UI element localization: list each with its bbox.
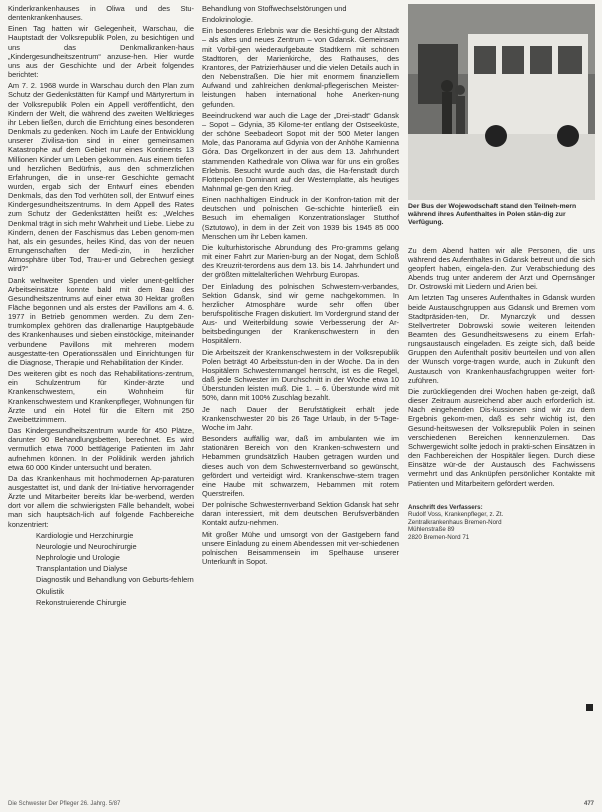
paragraph: Kinderkrankenhauses in Oliwa und des Stu-dentenkrankenhauses.	[8, 4, 194, 23]
paragraph: Am 7. 2. 1968 wurde in Warschau durch den Plan zum Schutz der Gedenkstätten für Kampf und Märtyrertum in der Volksrepublik Polen ein Appell veröffentlicht, den Kindern der Welt, die während des zweiten Weltkrieges ihr Leben ließen, durch die Errichtung eines besonderen Denkmals zu gedenken. Noch im Laufe der Entwicklung unserer Zivilisa-tion sind in einer gemeinsamen Katastrophe auf dem Gebiet nur eines Kontinents 13 Millionen Kinder um Leben gekommen. Aus einem tiefen und herzlichen Bedürfnis, aus den schmerzlichen Erfahrungen, die in unse-rer Geschichte gemacht wurden, ergab sich der Entwurf eines ebenden Denkmals, das den Tod verhüten soll, der Entwurf eines Kindergesundheitszentrums. In dem Appell des Rates zum Schutz der Gedenkstätten heißt es: „Welches Denkmal trägt in sich mehr Wahrheit und Liebe. Liebe zu Kindern, denen der Faschismus das Leben genom-men hat, als ein gesundes, heiles Kind, das von der neuen Errungenschaften der Medi-zin, in herzlicher Atmosphäre über Tod, Trau-er und Gebrechen gesiegt wird?“	[8, 81, 194, 274]
paragraph: Des weiteren gibt es noch das Rehabilitations-zentrum, ein Schulzentrum für Kinder-ärzte und Krankenschwestern, ein Wohnheim für Krankenschwestern und Krankenpfleger, Wohnungen für Ärzte und ein Hotel für die Eltern mit 250 Zweibettzimmern.	[8, 369, 194, 424]
bus-photo-image	[408, 4, 595, 200]
list-item: Transplantation und Dialyse	[36, 564, 128, 574]
paragraph: Das Kindergesundheitszentrum wurde für 450 Plätze, darunter 90 Behandlungsbetten, berechnet. Es wird vermutlich etwa 7000 bettlägerige Patienten im Jahr aufnehmen können. In der Poliklinik werden jährlich etwa 60 000 Kinder untersucht und beraten.	[8, 426, 194, 472]
paragraph: Ein besonderes Erlebnis war die Besichti-gung der Altstadt – als altes und neues Zentrum – von Gdansk. Gemeinsam mit Vorbil-gen wiederaufgebaute Stadtkern mit schönen Stadttoren, der Marienkirche, des Rathauses, des Krantores, der Patrizierhäuser und die vielen Details auch in den Nebenstraßen. Die hier mit enormem finanziellem Aufwand und zahlreichen denkmal-pflegerischen Meister-leistungen haben international hohe Anerken-nung gefunden.	[202, 26, 399, 109]
bus-photo	[408, 4, 595, 200]
paragraph: Der polnische Schwesternverband Sektion Gdansk hat sehr daran interessiert, mit dem deutschen Berufsverbänden Kontakt aufzu-nehmen.	[202, 500, 399, 528]
paragraph: Am letzten Tag unseres Aufenthaltes in Gdansk wurden beide Austauschgruppen aus Gdansk und Bremen vom Stadtpräsiden-ten, Dr. Mynarczyk und dessen Stellvertreter Dobrowski sowie weiteren leitenden Beamten des Gesundheitswesens zu einem Erfah-rungsaustausch eingeladen. Es zeigte sich, daß beide Gruppen den Aufenthalt positiv beurteilen und von allen der Wunsch vorge-tragen wurde, auch in Zukunft den Austausch von Krankenhausfachgruppen weiter fort-zuführen.	[408, 293, 595, 385]
column-3-text	[408, 246, 595, 488]
paragraph: Da das Krankenhaus mit hochmodernen Ap-paraturen ausgestattet ist, und dank der Ini-tiative hervorragender Ärzte und Mitarbeiter bereits klar be-werbend, werden dort vor allem die schwierigsten Fälle behandelt, wobei man sich hauptsäch-lich auf folgende Fachbereiche konzentriert:	[8, 473, 194, 529]
author-line: Mühlenstraße 89	[408, 526, 455, 534]
paragraph: Endokrinologie.	[202, 15, 253, 25]
paragraph: Besonders auffällig war, daß im ambulanten wie im stationären Bereich von den Kranken-schwestern und Hebammen grundsätzlich Hauben getragen wurden und dieses auch von dem Schwesternverband so gewünscht, gefördert und verteidigt wird. Krankenschwe-stern tragen eine Haube mit schwarzem, Hebammen mit rotem Querstreifen.	[202, 434, 399, 498]
list-item: Neurologie und Neurochirurgie	[36, 541, 137, 551]
specialties-list	[8, 531, 194, 607]
author-lines	[408, 511, 595, 541]
paragraph: Der Einladung des polnischen Schwestern-verbandes, Sektion Gdansk, sind wir gerne nachgekommen. In herzlicher Atmosphäre wurde sehr offen über berufspolitische Fragen diskutiert. Im Vordergrund stand der Aus- und Weiterbildung sowie Verbesserung der Ar-beitsbedingungen der Krankenschwestern in den Hospitälern.	[202, 281, 399, 346]
paragraph: Einen Tag hatten wir Gelegenheit, Warschau, die Hauptstadt der Volksrepublik Polen, zu besichtigen und uns das Denkmalkranken-haus „Kindergesundheitszentrum“ anzuse-hen. Hier wurde uns aus der Geschichte und der Arbeit folgendes berichtet:	[8, 24, 194, 80]
photo-caption: Der Bus der Wojewodschaft stand den Teilneh-mern während ihres Aufenthaltes in Polen stän-dig zur Verfügung.	[408, 203, 577, 227]
list-item: Kardiologie und Herzchirurgie	[36, 530, 134, 540]
paragraph: Die zurückliegenden drei Wochen haben ge-zeigt, daß dieser Zeitraum ausreichend aber auch erforderlich ist. Nach eingehenden Dis-kussionen sind wir zu dem Ergebnis gekom-men, daß es sehr wichtig ist, den Gesund-heitswesen der Volksrepublik Polen in seinen verschiedenen Bereichen kennenzulernen. Das Schwergewicht sollte jedoch in prakti-schen Einsätzen in den Fachbereichen der Hospitäler liegen. Durch diese Einsätze wür-de der Austausch des Fachwissens vermehrt und das Anknüpfen persönlicher Kontakte mit Patienten und Mitarbeitern gefördert werden.	[408, 386, 595, 488]
author-address	[408, 504, 595, 542]
author-line: Zentralkrankenhaus Bremen-Nord	[408, 518, 502, 526]
column-1	[8, 4, 194, 794]
paragraph: Behandlung von Stoffwechselstörungen und	[202, 4, 347, 13]
paragraph: Die kulturhistorische Abrundung des Pro-gramms gelang mit einer Fahrt zur Marien-burg an der Nogat, dem Schloß des Kreuzrit-terordens aus dem 13. bis 14. Jahrhundert und der größten mittelalterlichen Wehrburg Europas.	[202, 242, 399, 280]
paragraph: Die Arbeitszeit der Krankenschwestern in der Volksrepublik Polen beträgt 40 Arbeitsstun-den in der Woche. Da in den Hospitälern Schwesternmangel herrscht, ist es die Regel, daß jede Schwester im Durchschnitt in der Woche etwa 10 Überstunden leisten muß. Die 1. – 6. Überstunde wird mit 50%, dann mit 100% Zuschlag bezahlt.	[202, 347, 399, 403]
author-line: 2820 Bremen-Nord 71	[408, 534, 470, 542]
column-2	[202, 4, 399, 794]
paragraph: Beeindruckend war auch die Lage der „Drei-stadt“ Gdansk – Sopot – Gdynia, 35 Kilome-ter entlang der Ostseeküste, der schöne Seebadeort Sopot mit der 500 Meter langen Mole, das Panorama auf Gdynia von der Anhöhe Kamienna Góra. Das Orgelkonzert in der aus dem 13. Jahrhundert stammenden Kathedrale von Oliwa war für uns ein großes Erlebnis. Besucht wurde auch das, die Ha-fenstadt durch Flottenpolen Dominant auf der Westernplatte, als heutiges Mahnmal ge-gen den Krieg.	[202, 110, 399, 193]
list-item: Diagnostik und Behandlung von Geburts-fehlern	[36, 575, 194, 585]
list-item: Nephrologie und Urologie	[36, 553, 120, 563]
end-of-article-mark	[586, 704, 593, 711]
paragraph: Je nach Dauer der Berufstätigkeit erhält jede Krankenschwester 20 bis 26 Tage Urlaub, in der 5-Tage-Woche im Jahr.	[202, 404, 399, 432]
list-item: Okulistik	[36, 586, 64, 596]
paragraph: Einen nachhaltigen Eindruck in der Konfron-tation mit der deutschen und polnischen Ge-schichte hinterließ ein Besuch im ehemaligen Konzentrationslager Stutthof (Sztutowo), in dem in der Zeit von 1939 bis 1945 85 000 Menschen um ihr Leben kamen.	[202, 195, 399, 241]
paragraph: Dank weltweiter Spenden und vieler unent-geltlicher Arbeitseinsätze konnte bald mit dem Bau des Gesundheitszentrums auf einer etwa 30 Hektar großen Fläche begonnen und als erstes der Pavillons am 4. 6. 1977 in Betrieb genommen werden. Zu dem Zen-trumkomplex gehören das drallenartige Hauptgebäude des Krankenhauses und sieben einstöckige, miteinander verbundene Pavillons mit mehreren modern ausgestatte-ten Operationssälen und Einrichtungen für die Diagnose, Therapie und Rehabilitation der Kinder.	[8, 275, 194, 367]
paragraph: Zu dem Abend hatten wir alle Personen, die uns während des Aufenthaltes in Gdansk betreut und die sich geopfert haben, eingela-den. Zur Verabschiedung des Abends trug unter anderem der Arzt und Opernsänger Dr. Ostrowski mit Liedern und Arien bei.	[408, 245, 595, 292]
author-line: Rudolf Voss, Krankenpfleger, z. Zt.	[408, 511, 504, 519]
footer-publication: Die Schwester Der Pfleger 26. Jahrg. 5/87	[8, 801, 121, 807]
paragraph: Mit großer Mühe und umsorgt von der Gastgebern fand unsere Einladung zu einem Abendessen mit ver-schiedenen polnischen Beisammensein im Spelhause unserer Unterkunft in Sopot.	[202, 529, 399, 567]
author-heading: Anschrift des Verfassers:	[408, 503, 483, 511]
list-item: Rekonstruierende Chirurgie	[36, 597, 127, 607]
page-number: 477	[583, 801, 594, 807]
column-3	[408, 4, 595, 784]
